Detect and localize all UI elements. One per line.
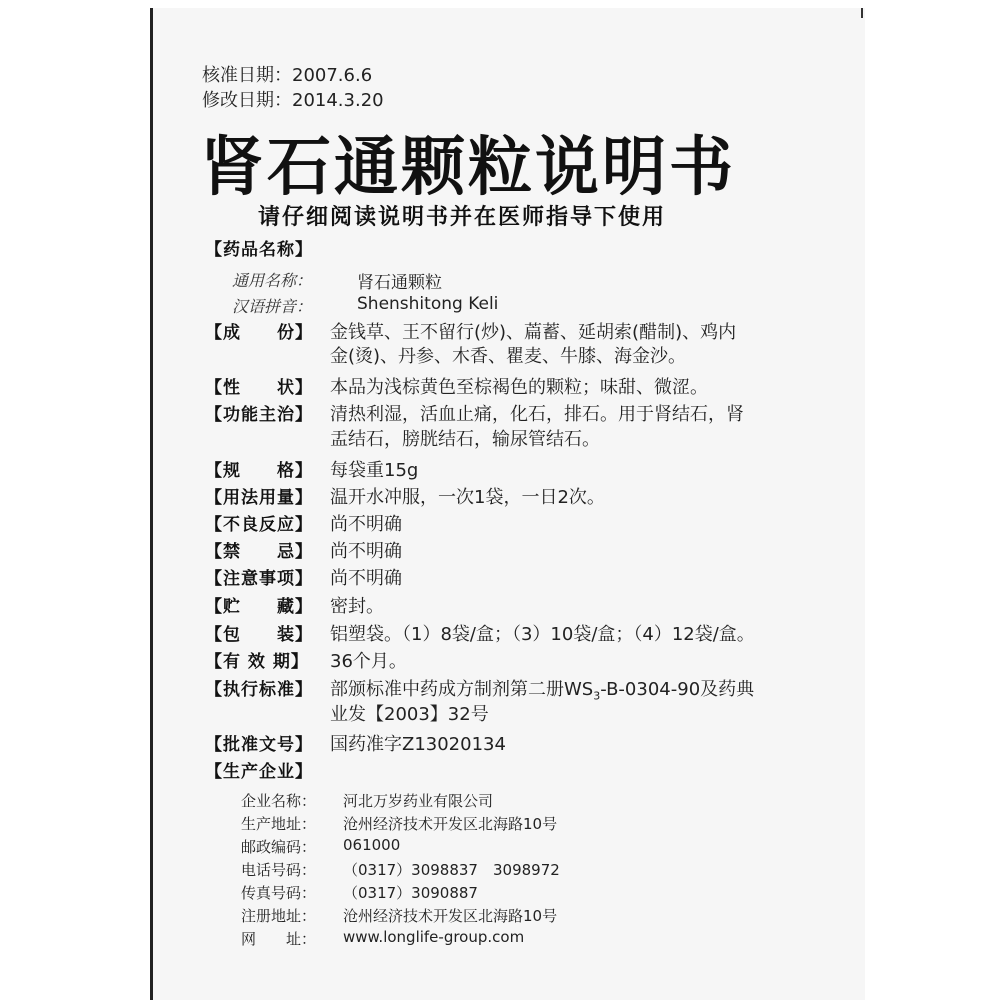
- website-value: www.longlife-group.com: [343, 928, 525, 946]
- section-validity: [205, 647, 407, 673]
- section-drug-name: [205, 235, 330, 261]
- section-packaging: [205, 620, 755, 646]
- enterprise-row-value: 沧州经济技术开发区北海路10号: [343, 907, 558, 925]
- pinyin-value: Shenshitong Keli: [357, 294, 499, 314]
- section-ingredients: [205, 318, 736, 344]
- indications-value-line1: 清热利湿，活血止痛，化石，排石。用于肾结石，肾: [330, 404, 744, 425]
- enterprise-row-label: 注册地址：: [241, 907, 317, 925]
- enterprise-row-label: 生产地址：: [241, 815, 317, 833]
- dosage-value: 温开水冲服，一次1袋，一日2次。: [330, 487, 605, 508]
- section-indications: [205, 400, 744, 426]
- validity-label: 【有 效 期】: [205, 652, 309, 672]
- document-subtitle: 请仔细阅读说明书并在医师指导下使用: [258, 205, 667, 230]
- approval-date: 核准日期：2007.6.6: [202, 65, 373, 86]
- enterprise-row: [241, 928, 525, 949]
- section-approval-number: [205, 730, 506, 756]
- section-contraindications: [205, 537, 402, 563]
- packaging-value: 铝塑袋。（1）8袋/盒；（3）10袋/盒；（4）12袋/盒。: [330, 624, 755, 645]
- indications-value-line2: 盂结石，膀胱结石，输尿管结石。: [330, 429, 600, 450]
- generic-name-value: 肾石通颗粒: [357, 273, 442, 293]
- standard-continuation: [205, 702, 489, 728]
- adverse-label: 【不良反应】: [205, 515, 313, 535]
- validity-value: 36个月。: [330, 651, 407, 672]
- date-block: [202, 63, 384, 113]
- spec-label: 【规 格】: [205, 461, 313, 481]
- generic-name-label: 通用名称：: [232, 271, 313, 290]
- precautions-value: 尚不明确: [330, 568, 402, 589]
- pinyin-label: 汉语拼音：: [232, 297, 313, 316]
- enterprise-row-label: 邮政编码：: [241, 838, 317, 856]
- section-properties: [205, 373, 708, 399]
- enterprise-row: [241, 859, 560, 880]
- dosage-label: 【用法用量】: [205, 488, 313, 508]
- enterprise-row-value: （0317）3090887: [343, 884, 478, 902]
- manufacturer-label: 【生产企业】: [205, 762, 313, 782]
- ingredients-value-line2: 金(烫)、丹参、木香、瞿麦、牛膝、海金沙。: [330, 346, 687, 367]
- revision-date: 修改日期：2014.3.20: [202, 90, 384, 111]
- section-spec: [205, 456, 418, 482]
- section-standard: [205, 675, 754, 701]
- section-adverse-reactions: [205, 510, 402, 536]
- document-title: 肾石通颗粒说明书: [200, 131, 736, 205]
- precautions-label: 【注意事项】: [205, 569, 313, 589]
- enterprise-row-value: 沧州经济技术开发区北海路10号: [343, 815, 558, 833]
- approval-number-label: 【批准文号】: [205, 735, 313, 755]
- contraindications-label: 【禁 忌】: [205, 542, 313, 562]
- ingredients-label: 【成 份】: [205, 323, 313, 343]
- enterprise-row-label: 网 址：: [241, 930, 317, 948]
- standard-value-line1: 部颁标准中药成方制剂第二册$WS_3-B-0304-90$及药典: [330, 679, 755, 703]
- enterprise-row: [241, 813, 558, 834]
- enterprise-row-value: （0317）3098837 3098972: [343, 861, 560, 879]
- ingredients-continuation: [205, 344, 686, 370]
- indications-continuation: [205, 427, 600, 453]
- pinyin-row: [232, 294, 499, 317]
- section-dosage: [205, 483, 605, 509]
- storage-label: 【贮 藏】: [205, 597, 313, 617]
- section-manufacturer: [205, 757, 330, 783]
- storage-value: 密封。: [330, 596, 384, 617]
- drug-name-label: 【药品名称】: [205, 240, 313, 260]
- enterprise-row: [241, 905, 558, 926]
- section-storage: [205, 592, 384, 618]
- enterprise-row-label: 企业名称：: [241, 792, 317, 810]
- enterprise-row: [241, 836, 401, 857]
- properties-label: 【性 状】: [205, 378, 313, 398]
- enterprise-row: [241, 790, 494, 811]
- ingredients-value-line1: 金钱草、王不留行(炒)、萹蓄、延胡索(醋制)、鸡内: [330, 322, 737, 343]
- standard-label: 【执行标准】: [205, 680, 313, 700]
- approval-number-value: 国药准字Z13020134: [330, 734, 506, 755]
- adverse-value: 尚不明确: [330, 514, 402, 535]
- properties-value: 本品为浅棕黄色至棕褐色的颗粒；味甜、微涩。: [330, 377, 708, 398]
- enterprise-row-label: 电话号码：: [241, 861, 317, 879]
- enterprise-row: [241, 882, 478, 903]
- generic-name-row: [232, 268, 442, 293]
- section-precautions: [205, 564, 402, 590]
- enterprise-row-value: 061000: [343, 836, 401, 854]
- page-corner-mark: [851, 8, 863, 18]
- standard-value-line2: 业发【2003】32号: [330, 704, 489, 725]
- enterprise-row-label: 传真号码：: [241, 884, 317, 902]
- enterprise-row-value: 河北万岁药业有限公司: [343, 792, 494, 810]
- spec-value: 每袋重15g: [330, 460, 419, 481]
- contraindications-value: 尚不明确: [330, 541, 402, 562]
- packaging-label: 【包 装】: [205, 625, 313, 645]
- indications-label: 【功能主治】: [205, 405, 313, 425]
